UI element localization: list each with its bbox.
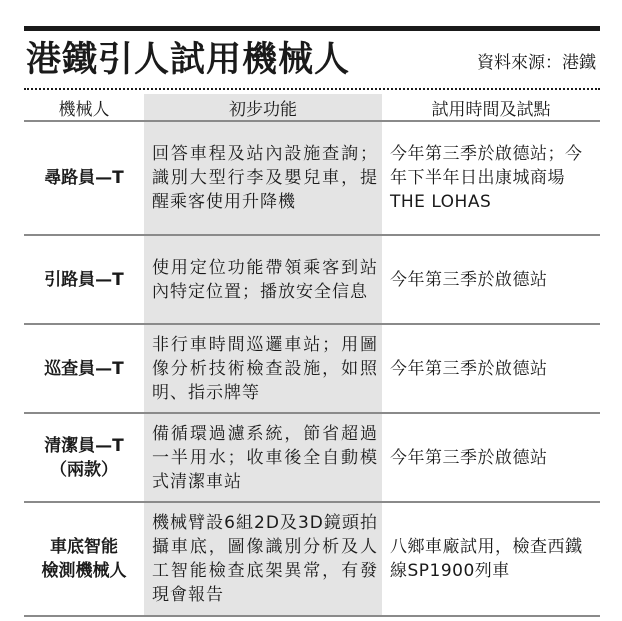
robot-name: 車底智能 <box>50 537 118 557</box>
source-credit: 資料來源：港鐵 <box>477 53 596 73</box>
function-cell: 使用定位功能帶領乘客到站內特定位置；播放安全信息 <box>144 236 382 325</box>
robot-name: 清潔員—T <box>44 435 124 456</box>
page-title: 港鐵引人試用機械人 <box>26 40 351 80</box>
column-header-trial: 試用時間及試點 <box>382 94 600 122</box>
robot-name-cell <box>24 414 144 503</box>
table-row <box>24 236 600 325</box>
trial-cell: 八鄉車廠試用，檢查西鐵線SP1900列車 <box>382 503 600 617</box>
function-cell: 回答車程及站內設施查詢；識別大型行李及嬰兒車，提醒乘客使用升降機 <box>144 122 382 236</box>
function-cell: 機械臂設6組2D及3D鏡頭拍攝車底，圖像識別分析及人工智能檢查底架異常，有發現會報告 <box>144 503 382 617</box>
trial-cell: 今年第三季於啟德站；今年下半年日出康城商場THE LOHAS <box>382 122 600 236</box>
function-cell: 非行車時間巡邏車站；用圖像分析技術檢查設施，如照明、指示牌等 <box>144 325 382 414</box>
robot-name-note: （兩款） <box>50 459 118 480</box>
robot-name-cell <box>24 236 144 325</box>
robot-name: 引路員—T <box>44 269 124 290</box>
column-header-robot: 機械人 <box>24 94 144 122</box>
table-row <box>24 325 600 414</box>
table-row <box>24 122 600 236</box>
robot-name: 檢測機械人 <box>41 561 127 581</box>
robot-name: 尋路員—T <box>44 168 124 188</box>
robot-table <box>24 94 600 617</box>
trial-cell: 今年第三季於啟德站 <box>382 236 600 325</box>
robot-name-cell <box>24 325 144 414</box>
column-header-function: 初步功能 <box>144 94 382 122</box>
function-cell: 備循環過濾系統，節省超過一半用水；收車後全自動模式清潔車站 <box>144 414 382 503</box>
top-rule <box>24 26 600 31</box>
robot-name-cell <box>24 122 144 236</box>
robot-name: 巡查員—T <box>44 358 124 379</box>
trial-cell: 今年第三季於啟德站 <box>382 325 600 414</box>
trial-cell: 今年第三季於啟德站 <box>382 414 600 503</box>
robot-name-cell <box>24 503 144 617</box>
dotted-divider <box>24 88 600 90</box>
table-header-row <box>24 94 600 122</box>
table-row <box>24 414 600 503</box>
table-row <box>24 503 600 617</box>
